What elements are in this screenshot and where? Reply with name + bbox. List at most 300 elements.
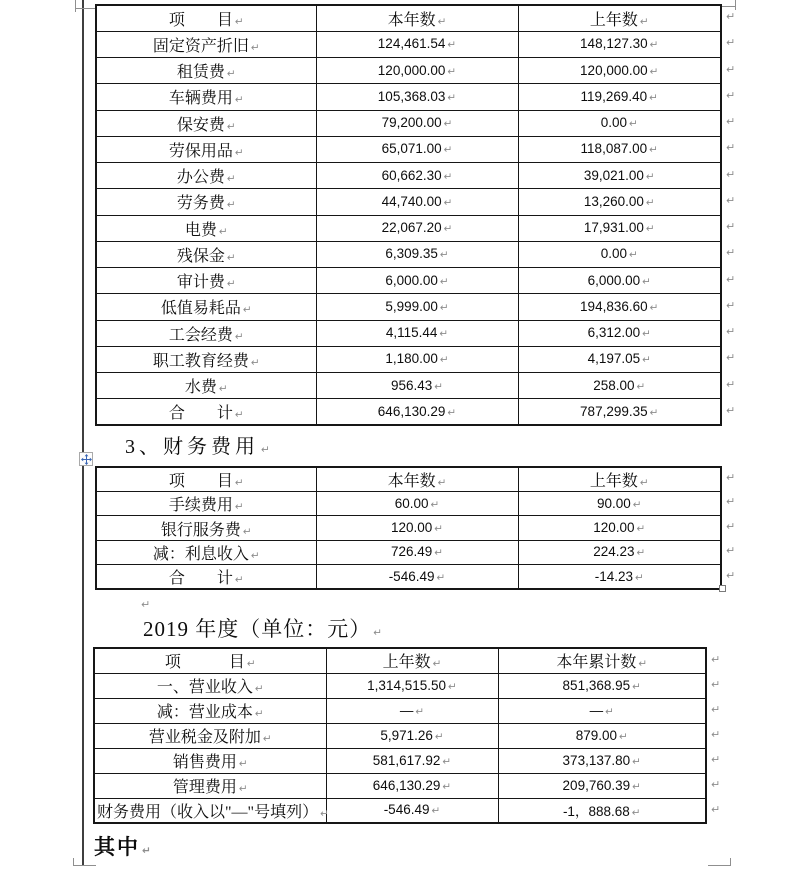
- paragraph-mark: ↵: [254, 708, 264, 720]
- paragraph-mark: ↵: [649, 301, 659, 314]
- cell-text: 营业税金及附加: [148, 729, 261, 746]
- paragraph-mark: ↵: [605, 705, 614, 718]
- row-label-cell[interactable]: [96, 516, 316, 540]
- row-label-cell[interactable]: [96, 540, 316, 564]
- cell-text: 5,999.00: [385, 298, 438, 314]
- value-cell[interactable]: [316, 136, 518, 162]
- cell-text: -1，888.68: [562, 803, 630, 819]
- value-cell[interactable]: [316, 163, 518, 189]
- value-cell[interactable]: [498, 723, 706, 748]
- paragraph-mark: ↵: [415, 705, 425, 718]
- cell-text: 646,130.29: [377, 403, 446, 419]
- cell-text: 6,312.00: [587, 325, 641, 341]
- cell-text: 105,368.03: [377, 88, 446, 104]
- value-cell[interactable]: [518, 540, 721, 564]
- cell-text: 减：利息收入: [152, 545, 249, 563]
- cell-text: 79,200.00: [381, 115, 442, 131]
- end-of-row-mark: ↵: [726, 544, 736, 558]
- paragraph-mark: ↵: [261, 444, 274, 456]
- value-cell[interactable]: [316, 241, 518, 267]
- cell-text: 60,662.30: [381, 167, 442, 183]
- cell-text: 90.00: [596, 495, 631, 511]
- paragraph-mark: ↵: [639, 15, 649, 28]
- paragraph-mark: ↵: [238, 783, 248, 795]
- paragraph-mark: ↵: [636, 380, 646, 393]
- column-header[interactable]: [316, 467, 518, 492]
- table-row: [96, 241, 721, 267]
- value-cell[interactable]: [518, 346, 721, 372]
- cell-text: —: [399, 702, 414, 718]
- paragraph-mark: ↵: [242, 525, 252, 538]
- end-of-row-mark: ↵: [726, 115, 736, 128]
- row-label-cell[interactable]: [94, 773, 326, 798]
- header-row: [96, 5, 721, 31]
- cell-text: 管理费用: [172, 779, 237, 796]
- table-row: [96, 110, 721, 136]
- paragraph-mark: ↵: [443, 223, 453, 236]
- paragraph-mark: ↵: [645, 223, 655, 236]
- cell-text: 44,740.00: [381, 193, 442, 209]
- row-label-cell[interactable]: [96, 136, 316, 162]
- paragraph-mark: ↵: [632, 755, 641, 768]
- table-move-handle-icon[interactable]: [79, 452, 93, 466]
- cell-text: 本年数: [387, 473, 436, 490]
- finance-expense-heading[interactable]: [125, 430, 274, 459]
- row-label-cell[interactable]: [96, 31, 316, 57]
- table-row: [96, 320, 721, 346]
- paragraph-mark: ↵: [437, 15, 447, 28]
- cell-text: 低值易耗品: [160, 300, 241, 318]
- paragraph-mark: ↵: [439, 328, 449, 341]
- paragraph-mark: ↵: [439, 249, 449, 262]
- cell-text: 工会经费: [168, 326, 233, 344]
- paragraph-mark: ↵: [639, 477, 649, 489]
- value-cell[interactable]: [518, 373, 721, 399]
- column-header[interactable]: [94, 648, 326, 673]
- paragraph-mark: ↵: [443, 118, 453, 131]
- paragraph-mark: ↵: [434, 547, 444, 560]
- crop-mark-top-left-h: [75, 8, 97, 9]
- row-label-cell[interactable]: [96, 294, 316, 320]
- paragraph-mark: ↵: [234, 146, 244, 159]
- header-row: [96, 467, 721, 492]
- paragraph-mark: ↵: [631, 806, 641, 819]
- expense-detail-table: [95, 4, 722, 426]
- cell-text: 本年累计数: [556, 654, 637, 672]
- heading-text[interactable]: 2019 年度（单位：元）: [143, 617, 372, 641]
- end-of-row-mark: ↵: [726, 471, 736, 484]
- cell-text: 合 计: [168, 570, 233, 588]
- paragraph-mark: ↵: [618, 730, 628, 743]
- cell-text: 60.00: [394, 495, 429, 511]
- value-cell[interactable]: [316, 516, 518, 540]
- paragraph-mark: ↵: [226, 199, 236, 212]
- paragraph-mark: ↵: [645, 170, 655, 183]
- row-label-cell[interactable]: [96, 373, 316, 399]
- end-of-row-mark: ↵: [711, 753, 721, 766]
- cell-text: 39,021.00: [583, 167, 644, 183]
- end-of-row-mark: ↵: [711, 653, 721, 666]
- table-row: [96, 346, 721, 372]
- end-of-row-mark: ↵: [726, 325, 736, 338]
- end-of-row-mark: ↵: [726, 495, 736, 509]
- table-row: [94, 698, 706, 723]
- row-label-cell[interactable]: [96, 84, 316, 110]
- paragraph-mark: ↵: [246, 658, 256, 671]
- paragraph-mark: ↵: [632, 498, 642, 511]
- value-cell[interactable]: [518, 320, 721, 346]
- row-label-cell[interactable]: [96, 346, 316, 372]
- cell-text: 787,299.35: [580, 403, 648, 419]
- paragraph-mark: ↵: [447, 406, 457, 419]
- cell-text: 保安费: [176, 116, 225, 134]
- value-cell[interactable]: [518, 110, 721, 136]
- value-cell[interactable]: [316, 189, 518, 215]
- value-cell[interactable]: [518, 399, 721, 425]
- cell-text: 13,260.00: [583, 193, 644, 209]
- cell-text: 851,368.95: [562, 677, 631, 693]
- cell-text: 194,836.60: [580, 298, 648, 314]
- cell-text: 209,760.39: [562, 777, 631, 793]
- paragraph-mark: ↵: [250, 41, 260, 54]
- paragraph-mark: ↵: [430, 498, 440, 511]
- cell-text: 373,137.80: [562, 752, 631, 768]
- value-cell[interactable]: [326, 673, 498, 698]
- row-label-cell[interactable]: [96, 110, 316, 136]
- paragraph-mark: ↵: [442, 780, 452, 793]
- paragraph-mark: ↵: [447, 91, 457, 104]
- paragraph-mark: ↵: [250, 549, 260, 562]
- cell-text: -14.23: [594, 568, 633, 584]
- value-cell[interactable]: [316, 540, 518, 564]
- cell-text: 120.00: [593, 520, 635, 536]
- cell-text: 148,127.30: [580, 36, 648, 52]
- value-cell[interactable]: [518, 294, 721, 320]
- cell-text: 上年数: [589, 11, 638, 29]
- value-cell[interactable]: [326, 698, 498, 723]
- paragraph-mark: ↵: [234, 409, 244, 422]
- cell-text: 120,000.00: [377, 62, 446, 78]
- cell-text: -546.49: [383, 802, 430, 818]
- heading-text[interactable]: 3、财务费用: [125, 436, 259, 458]
- paragraph-mark: ↵: [443, 170, 453, 183]
- table-row: [94, 773, 706, 798]
- cell-text: 水费: [184, 379, 217, 397]
- cell-text: 劳保用品: [168, 142, 233, 160]
- row-label-cell[interactable]: [96, 215, 316, 241]
- cell-text: 残保金: [176, 247, 225, 265]
- crop-mark-top-left-v: [75, 0, 76, 12]
- table-row: [96, 84, 721, 110]
- value-cell[interactable]: [498, 798, 706, 823]
- cell-text: 上年数: [382, 654, 431, 672]
- end-of-row-mark: ↵: [711, 728, 721, 741]
- table-row: [94, 798, 706, 823]
- value-cell[interactable]: [498, 773, 706, 798]
- paragraph-mark: ↵: [649, 39, 659, 52]
- cell-text: 一、营业收入: [156, 679, 253, 696]
- crop-mark-bottom-left-h: [73, 865, 96, 866]
- cell-text: 6,000.00: [587, 272, 641, 288]
- paragraph-mark: ↵: [447, 65, 457, 78]
- end-of-row-mark: ↵: [726, 519, 736, 533]
- paragraph-mark: ↵: [434, 380, 444, 393]
- value-cell[interactable]: [498, 673, 706, 698]
- paragraph-mark: ↵: [439, 301, 449, 314]
- income-2019-table: [93, 647, 707, 824]
- paragraph-mark: ↵: [431, 805, 441, 818]
- row-label-cell[interactable]: [94, 723, 326, 748]
- value-cell[interactable]: [316, 268, 518, 294]
- value-cell[interactable]: [316, 58, 518, 84]
- left-text-boundary-line: [82, 0, 84, 866]
- cell-text: 固定资产折旧: [152, 37, 249, 55]
- cell-text: 租赁费: [176, 64, 225, 82]
- end-of-row-mark: ↵: [726, 272, 736, 286]
- row-label-cell[interactable]: [96, 241, 316, 267]
- cell-text: 财务费用（收入以"—"号填列）: [97, 803, 319, 821]
- cell-text: 22,067.20: [381, 220, 442, 236]
- value-cell[interactable]: [518, 136, 721, 162]
- header-row: [94, 648, 706, 673]
- end-of-row-mark: ↵: [726, 193, 736, 207]
- cell-text: 办公费: [176, 169, 225, 187]
- cell-text: —: [589, 702, 604, 718]
- cell-text: 118,087.00: [580, 141, 648, 157]
- end-of-row-mark: ↵: [726, 36, 736, 50]
- table-row: [96, 215, 721, 241]
- cell-text: 1,180.00: [385, 351, 438, 367]
- cell-text: 119,269.40: [580, 88, 648, 104]
- paragraph-mark: ↵: [262, 733, 272, 745]
- row-label-cell[interactable]: [96, 399, 316, 425]
- paragraph-mark: ↵: [649, 91, 658, 104]
- end-of-row-mark: ↵: [711, 703, 721, 716]
- cell-text: 581,617.92: [372, 752, 441, 768]
- paragraph-mark: ↵: [432, 658, 442, 671]
- paragraph-mark: ↵: [642, 354, 651, 367]
- paragraph-mark: ↵: [649, 406, 659, 419]
- value-cell[interactable]: [518, 163, 721, 189]
- cell-text: 电费: [184, 221, 217, 239]
- paragraph-mark: ↵: [448, 680, 457, 693]
- end-of-row-mark: ↵: [726, 568, 736, 582]
- row-label-cell[interactable]: [96, 565, 316, 590]
- row-label-cell[interactable]: [94, 748, 326, 773]
- cell-text: 956.43: [390, 377, 433, 393]
- end-of-row-mark: ↵: [711, 678, 721, 691]
- value-cell[interactable]: [316, 31, 518, 57]
- cell-text: 0.00: [600, 246, 627, 262]
- table-row: [96, 189, 721, 215]
- cell-text: 审计费: [176, 274, 225, 292]
- end-of-row-mark: ↵: [726, 351, 736, 365]
- cell-text: 4,197.05: [587, 351, 641, 367]
- column-header[interactable]: [316, 5, 518, 31]
- row-label-cell[interactable]: [96, 163, 316, 189]
- among-which-heading[interactable]: [94, 831, 153, 861]
- value-cell[interactable]: [316, 373, 518, 399]
- cell-text: 879.00: [575, 727, 617, 743]
- table-row: [96, 31, 721, 57]
- table-row: [96, 373, 721, 399]
- cell-text: 6,000.00: [385, 272, 438, 288]
- paragraph-mark: ↵: [634, 571, 644, 584]
- table-row: [96, 58, 721, 84]
- value-cell[interactable]: [326, 798, 498, 823]
- cell-text: 120.00: [390, 520, 433, 536]
- table-row: [94, 748, 706, 773]
- column-header[interactable]: [518, 467, 721, 492]
- column-header[interactable]: [518, 5, 721, 31]
- paragraph-mark: ↵: [642, 328, 651, 341]
- value-cell[interactable]: [518, 268, 721, 294]
- value-cell[interactable]: [518, 189, 721, 215]
- end-of-row-mark: ↵: [726, 62, 736, 76]
- end-of-row-mark: ↵: [726, 141, 736, 155]
- row-label-cell[interactable]: [96, 268, 316, 294]
- column-header[interactable]: [498, 648, 706, 673]
- cell-text: 65,071.00: [381, 141, 442, 157]
- end-of-row-mark: ↵: [726, 298, 736, 312]
- cell-text: 224.23: [593, 544, 635, 560]
- cell-text: 销售费用: [172, 754, 237, 771]
- paragraph-mark: ↵: [443, 196, 453, 209]
- column-header[interactable]: [326, 648, 498, 673]
- cell-text: 上年数: [589, 473, 638, 490]
- column-header[interactable]: [96, 5, 316, 31]
- end-of-row-mark: ↵: [726, 220, 736, 233]
- row-label-cell[interactable]: [94, 798, 329, 823]
- value-cell[interactable]: [326, 723, 498, 748]
- heading-text[interactable]: 其中: [94, 835, 140, 859]
- row-label-cell[interactable]: [94, 698, 326, 723]
- cell-text: 车辆费用: [168, 90, 233, 108]
- paragraph-mark: ↵: [320, 807, 329, 820]
- paragraph-mark: ↵: [434, 523, 444, 536]
- paragraph-mark: ↵: [628, 118, 638, 131]
- value-cell[interactable]: [316, 84, 518, 110]
- paragraph-mark: ↵: [218, 383, 228, 396]
- value-cell[interactable]: [316, 492, 518, 516]
- four-way-arrow-icon: [81, 454, 92, 465]
- cell-text: 124,461.54: [377, 36, 446, 52]
- end-of-row-mark: ↵: [711, 803, 721, 816]
- paragraph-mark: ↵: [439, 275, 449, 288]
- table-row: [96, 163, 721, 189]
- row-label-cell[interactable]: [94, 673, 326, 698]
- value-cell[interactable]: [518, 84, 721, 110]
- value-cell[interactable]: [498, 698, 706, 723]
- paragraph-mark: ↵: [628, 249, 638, 262]
- paragraph-mark: ↵: [234, 501, 244, 514]
- column-header[interactable]: [96, 467, 316, 492]
- value-cell[interactable]: [498, 748, 706, 773]
- cell-text: 6,309.35: [385, 246, 438, 262]
- value-cell[interactable]: [316, 294, 518, 320]
- value-cell[interactable]: [316, 320, 518, 346]
- end-of-row-mark: ↵: [726, 377, 736, 391]
- row-label-cell[interactable]: [96, 189, 316, 215]
- cell-text: 减：营业成本: [156, 704, 253, 721]
- value-cell[interactable]: [518, 492, 721, 516]
- paragraph-mark: ↵: [254, 683, 264, 695]
- value-cell[interactable]: [316, 565, 518, 590]
- paragraph-mark: ↵: [141, 598, 151, 611]
- table-row: [96, 540, 721, 564]
- paragraph-mark: ↵: [443, 144, 453, 157]
- paragraph-mark: ↵: [632, 780, 641, 793]
- value-cell[interactable]: [518, 565, 721, 590]
- paragraph-mark: ↵: [442, 755, 452, 768]
- table-resize-handle[interactable]: [719, 585, 726, 592]
- end-of-row-mark: ↵: [726, 246, 736, 260]
- cell-text: 手续费用: [168, 497, 233, 515]
- value-cell[interactable]: [518, 215, 721, 241]
- value-cell[interactable]: [316, 399, 518, 425]
- paragraph-mark: ↵: [649, 65, 659, 78]
- paragraph-mark: ↵: [632, 680, 641, 693]
- cell-text: 4,115.44: [385, 325, 438, 341]
- cell-text: 项 目: [164, 654, 245, 672]
- paragraph-mark: ↵: [436, 571, 446, 584]
- cell-text: 劳务费: [176, 195, 225, 213]
- end-of-row-marks: [726, 466, 735, 588]
- row-label-cell[interactable]: [96, 58, 316, 84]
- cell-text: 合 计: [168, 405, 233, 423]
- value-cell[interactable]: [518, 241, 721, 267]
- paragraph-mark: ↵: [437, 477, 447, 489]
- end-of-row-mark: ↵: [711, 778, 721, 791]
- paragraph-mark: ↵: [234, 477, 244, 489]
- cell-text: 120,000.00: [580, 62, 648, 78]
- cell-text: 726.49: [390, 544, 433, 560]
- value-cell[interactable]: [518, 516, 721, 540]
- end-of-row-mark: ↵: [726, 403, 736, 417]
- value-cell[interactable]: [326, 748, 498, 773]
- row-label-cell[interactable]: [96, 320, 316, 346]
- crop-mark-bottom-right-h: [708, 865, 731, 866]
- paragraph-mark: ↵: [242, 304, 252, 317]
- paragraph-mark: ↵: [434, 730, 444, 743]
- paragraph-mark: ↵: [234, 15, 244, 28]
- paragraph-mark: ↵: [636, 523, 646, 536]
- paragraph-mark: ↵: [636, 547, 646, 560]
- cell-text: 本年数: [387, 11, 436, 29]
- paragraph-mark: ↵: [642, 275, 651, 288]
- table-row: [96, 516, 721, 540]
- cell-text: 17,931.00: [583, 220, 644, 236]
- paragraph-mark: ↵: [142, 845, 153, 857]
- paragraph-mark: ↵: [226, 278, 236, 291]
- paragraph-mark: ↵: [226, 251, 236, 264]
- table-row: [96, 136, 721, 162]
- end-of-row-marks: [711, 647, 720, 822]
- paragraph-mark: ↵: [226, 120, 236, 133]
- value-cell[interactable]: [316, 215, 518, 241]
- value-cell[interactable]: [326, 773, 498, 798]
- value-cell[interactable]: [316, 346, 518, 372]
- end-of-row-mark: ↵: [726, 10, 736, 23]
- row-label-cell[interactable]: [96, 492, 316, 516]
- value-cell[interactable]: [316, 110, 518, 136]
- year-2019-heading[interactable]: [143, 613, 383, 643]
- finance-expense-table: [95, 466, 722, 590]
- value-cell[interactable]: [518, 58, 721, 84]
- cell-text: -546.49: [388, 568, 435, 584]
- value-cell[interactable]: [518, 31, 721, 57]
- cell-text: 258.00: [593, 377, 635, 393]
